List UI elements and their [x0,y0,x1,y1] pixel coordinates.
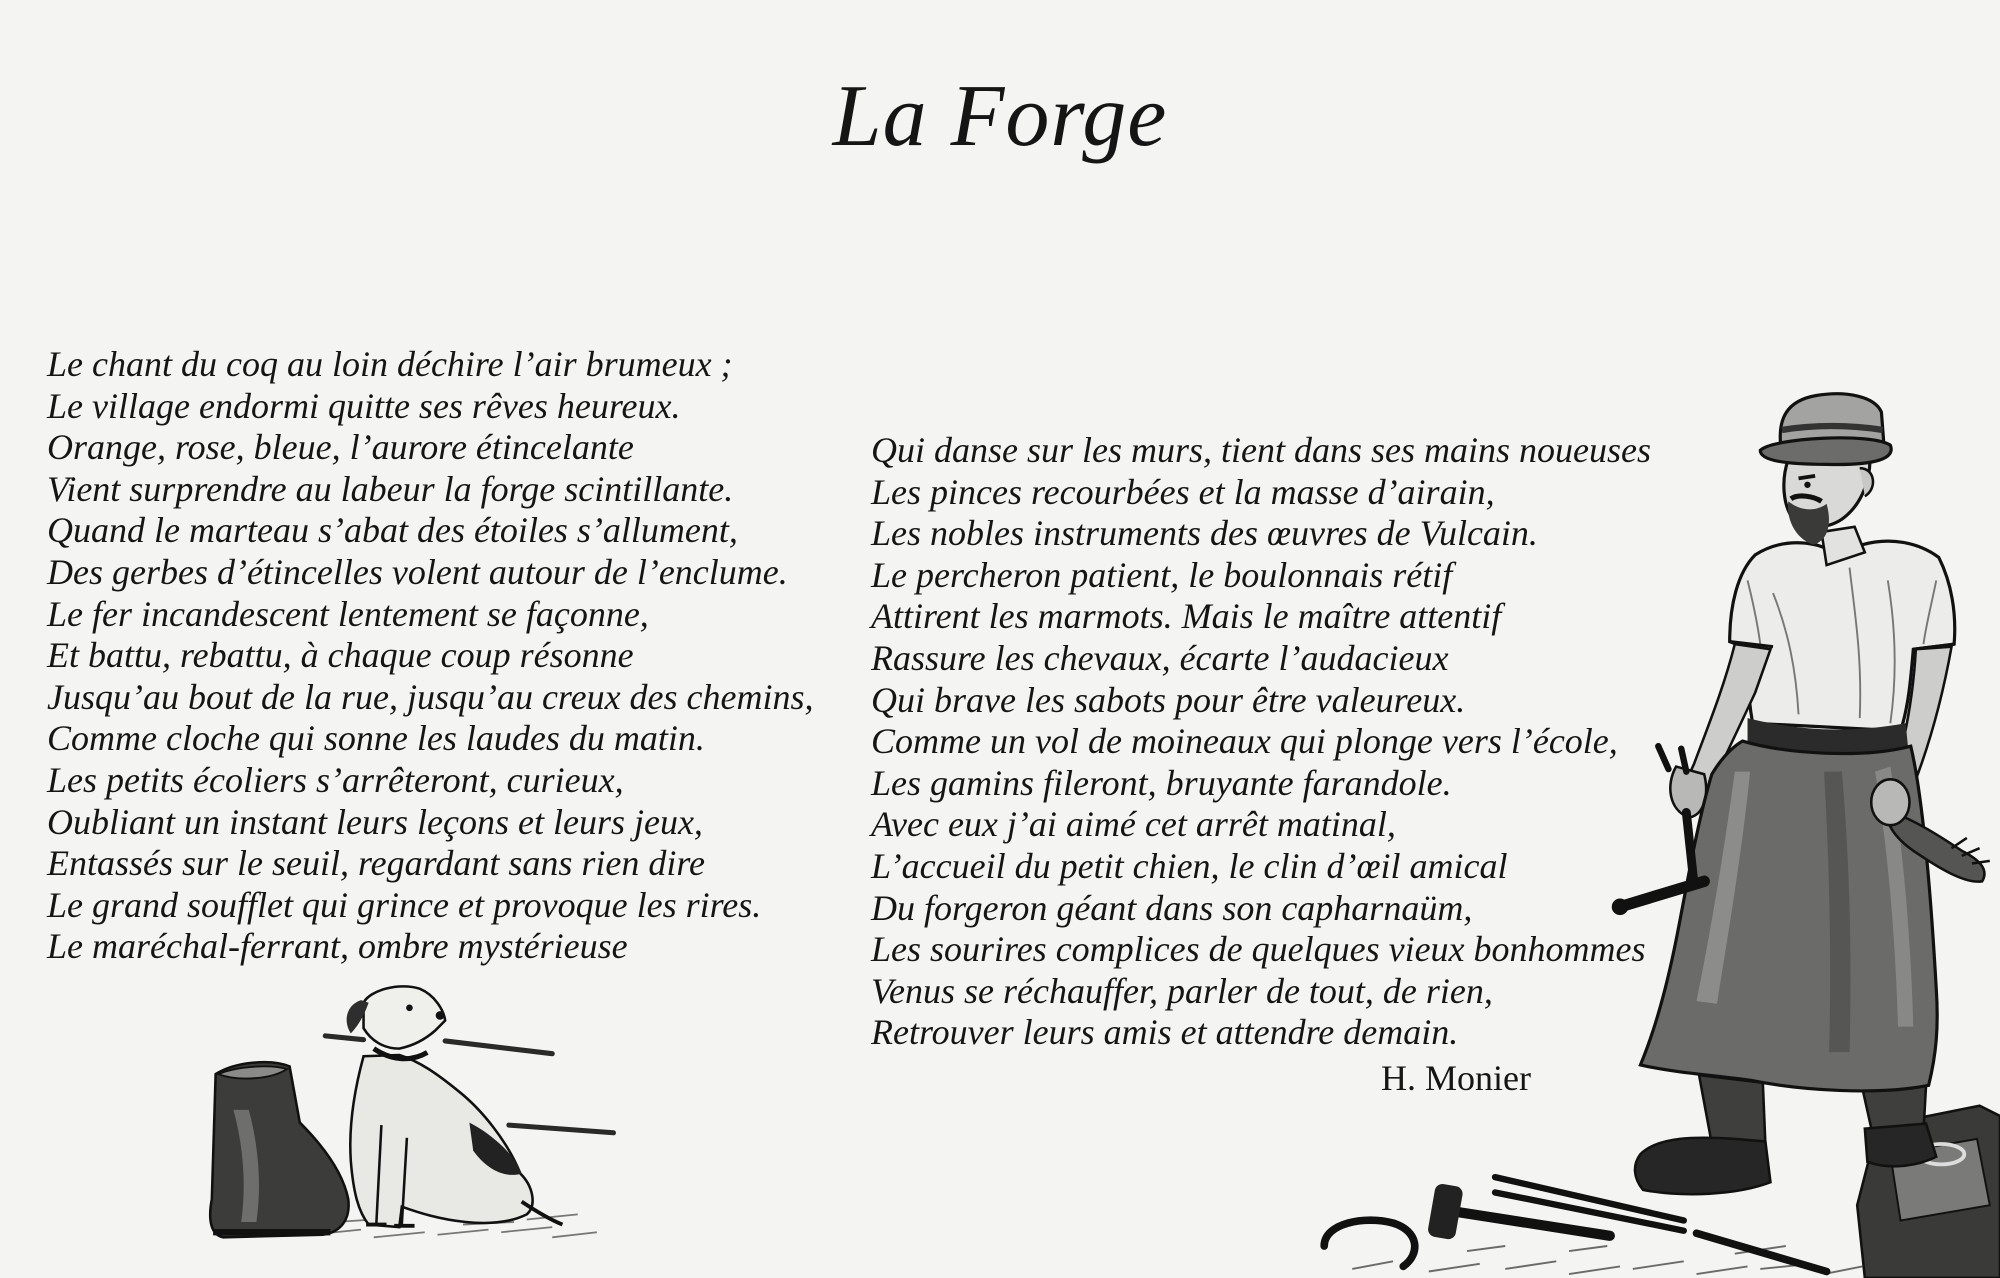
dog [347,986,563,1227]
poem-column-left [47,344,814,968]
poem-line: Les gamins fileront, bruyante farandole. [871,762,1452,803]
poem-line: Les nobles instruments des œuvres de Vulcain. [871,513,1538,554]
stick [509,1125,614,1133]
dog-head [364,986,446,1048]
poem-line: Comme cloche qui sonne les laudes du matin. [47,718,705,759]
hand [1871,779,1909,825]
hat-brim [1760,438,1891,465]
horseshoe [1324,1220,1415,1266]
poem-line: Du forgeron géant dans son capharnaüm, [871,887,1473,928]
poem-line: Le maréchal-ferrant, ombre mystérieuse [47,926,628,967]
poem-title: La Forge [832,68,1168,165]
poem-line: L’accueil du petit chien, le clin d’œil amical [871,845,1508,886]
dog-illustration [208,982,616,1244]
poem-line: Les pinces recourbées et la masse d’airain, [871,471,1495,512]
stick [325,1036,363,1040]
boot [210,1062,348,1237]
dog-eye [406,1004,413,1011]
hammer-handle [1447,1210,1610,1236]
boot-body [210,1062,348,1237]
poem-line: Retrouver leurs amis et attendre demain. [871,1012,1459,1053]
dog-nose [436,1011,445,1020]
poem-line: Le fer incandescent lentement se façonne, [47,593,649,634]
poem-line: Des gerbes d’étincelles volent autour de l’enclume. [47,551,788,592]
tongs-end [1612,899,1627,914]
poem-line: Avec eux j’ai aimé cet arrêt matinal, [871,804,1396,845]
boot [1865,1124,1936,1167]
poem-line: Oubliant un instant leurs leçons et leurs jeux, [47,801,703,842]
poem-line: Quand le marteau s’abat des étoiles s’allument, [47,510,738,551]
eye [1804,482,1810,488]
leg [1699,1075,1765,1144]
blacksmith-hat [1760,394,1891,465]
poem-line: Vient surprendre au labeur la forge scintillante. [47,468,734,509]
poem-line: Comme un vol de moineaux qui plonge vers l’école, [871,721,1618,762]
poem-line: Le village endormi quitte ses rêves heureux. [47,385,681,426]
ground-bar [1697,1233,1827,1271]
stick [445,1041,552,1054]
poem-line: Le chant du coq au loin déchire l’air brumeux ; [47,344,733,384]
poem-line: Qui danse sur les murs, tient dans ses mains noueuses [871,430,1651,470]
poem-line: Le percheron patient, le boulonnais rétif [871,554,1453,595]
blacksmith-illustration [1314,389,2000,1278]
boot [1635,1138,1771,1195]
poem-line: Orange, rose, bleue, l’aurore étincelante [47,427,634,468]
poem-line: Attirent les marmots. Mais le maître attentif [871,596,1502,637]
poem-line: Et battu, rebattu, à chaque coup résonne [47,635,634,676]
poem-line: Les petits écoliers s’arrêteront, curieux, [47,759,624,800]
poem-line: Jusqu’au bout de la rue, jusqu’au creux des chemins, [47,676,814,717]
poem-line: Les sourires complices de quelques vieux bonhommes [871,929,1646,970]
poem-line: Rassure les chevaux, écarte l’audacieux [871,637,1449,678]
hammer-head [1427,1183,1464,1241]
eyebrow [1799,476,1816,479]
poem-author: H. Monier [1381,1058,1531,1098]
poem-line: Venus se réchauffer, parler de tout, de rien, [871,970,1493,1011]
poem-line: Qui brave les sabots pour être valeureux. [871,679,1466,720]
poem-line: Entassés sur le seuil, regardant sans rien dire [47,843,705,884]
ground-tools [1324,1177,1826,1271]
poem-line: Le grand soufflet qui grince et provoque les rires. [47,884,762,925]
